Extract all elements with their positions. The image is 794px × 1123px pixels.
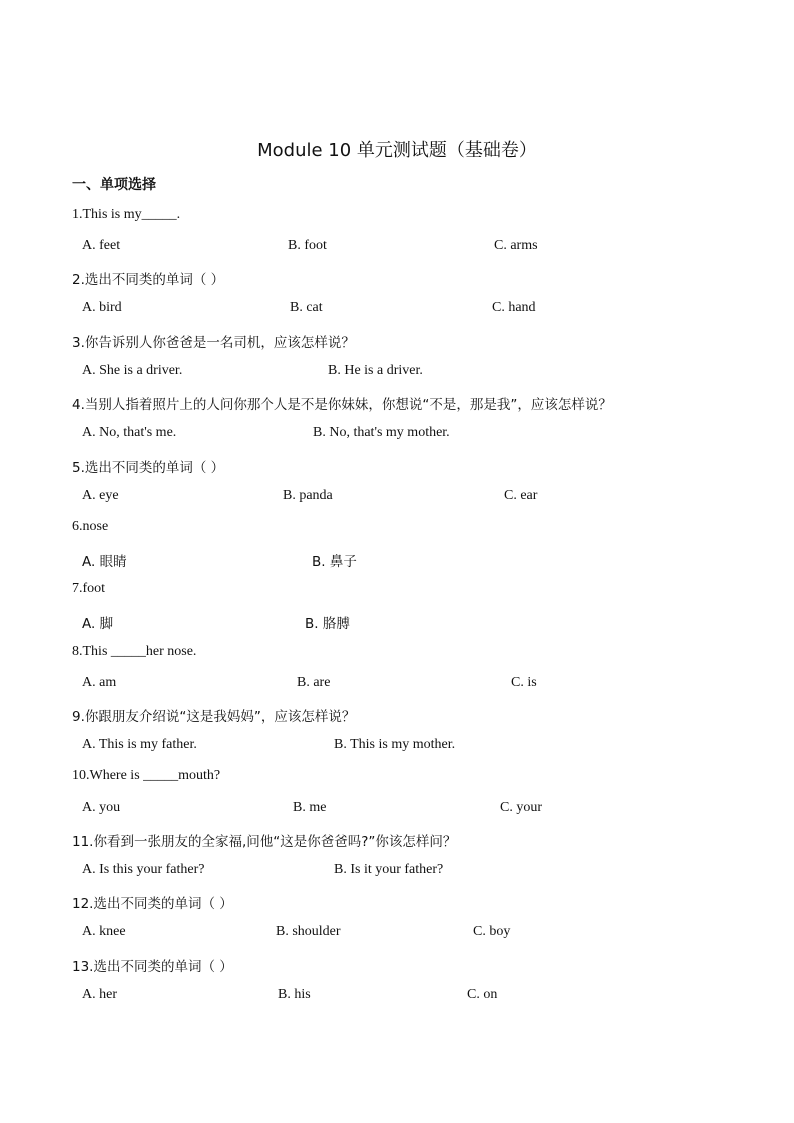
q8-option-b[interactable]: B. are [297, 675, 331, 690]
q12-option-b[interactable]: B. shoulder [276, 924, 341, 939]
q1-option-c[interactable]: C. arms [494, 238, 538, 253]
question-8: 8.This _____her nose. [72, 644, 197, 659]
q12-option-c[interactable]: C. boy [473, 924, 511, 939]
question-13: 13.选出不同类的单词（ ） [72, 959, 233, 975]
page-title: Module 10 单元测试题（基础卷） [257, 140, 537, 161]
section-heading: 一、单项选择 [72, 177, 156, 193]
q11-option-b[interactable]: B. Is it your father? [334, 862, 444, 877]
q5-option-a[interactable]: A. eye [82, 488, 119, 503]
question-9: 9.你跟朋友介绍说“这是我妈妈”，应该怎样说？ [72, 709, 356, 725]
q6-option-a[interactable]: A. 眼睛 [82, 554, 127, 570]
question-1: 1.This is my_____. [72, 207, 181, 222]
q12-option-a[interactable]: A. knee [82, 924, 126, 939]
q4-option-b[interactable]: B. No, that's my mother. [313, 425, 450, 440]
q13-option-c[interactable]: C. on [467, 987, 498, 1002]
q10-option-c[interactable]: C. your [500, 800, 542, 815]
q13-option-a[interactable]: A. her [82, 987, 117, 1002]
q6-option-b[interactable]: B. 鼻子 [312, 554, 357, 570]
q2-option-b[interactable]: B. cat [290, 300, 323, 315]
q1-option-a[interactable]: A. feet [82, 238, 121, 253]
q10-option-a[interactable]: A. you [82, 800, 121, 815]
q2-option-a[interactable]: A. bird [82, 300, 122, 315]
q7-option-b[interactable]: B. 胳膊 [305, 616, 350, 632]
q3-option-b[interactable]: B. He is a driver. [328, 363, 423, 378]
question-12: 12.选出不同类的单词（ ） [72, 896, 233, 912]
q9-option-b[interactable]: B. This is my mother. [334, 737, 456, 752]
q3-option-a[interactable]: A. She is a driver. [82, 363, 183, 378]
question-11: 11.你看到一张朋友的全家福,问他“这是你爸爸吗?”你该怎样问？ [72, 834, 457, 850]
q5-option-b[interactable]: B. panda [283, 488, 333, 503]
question-7: 7.foot [72, 581, 106, 596]
q8-option-a[interactable]: A. am [82, 675, 117, 690]
q10-option-b[interactable]: B. me [293, 800, 327, 815]
q4-option-a[interactable]: A. No, that's me. [82, 425, 177, 440]
q5-option-c[interactable]: C. ear [504, 488, 538, 503]
q8-option-c[interactable]: C. is [511, 675, 537, 690]
question-4: 4.当别人指着照片上的人问你那个人是不是你妹妹，你想说“不是，那是我”，应该怎样说？ [72, 397, 612, 413]
question-6: 6.nose [72, 519, 109, 534]
q2-option-c[interactable]: C. hand [492, 300, 536, 315]
question-5: 5.选出不同类的单词（ ） [72, 460, 225, 476]
q9-option-a[interactable]: A. This is my father. [82, 737, 197, 752]
q13-option-b[interactable]: B. his [278, 987, 311, 1002]
q1-option-b[interactable]: B. foot [288, 238, 327, 253]
question-2: 2.选出不同类的单词（ ） [72, 272, 225, 288]
q7-option-a[interactable]: A. 脚 [82, 616, 114, 632]
q11-option-a[interactable]: A. Is this your father? [82, 862, 205, 877]
question-3: 3.你告诉别人你爸爸是一名司机，应该怎样说？ [72, 335, 355, 351]
question-10: 10.Where is _____mouth? [72, 768, 221, 783]
